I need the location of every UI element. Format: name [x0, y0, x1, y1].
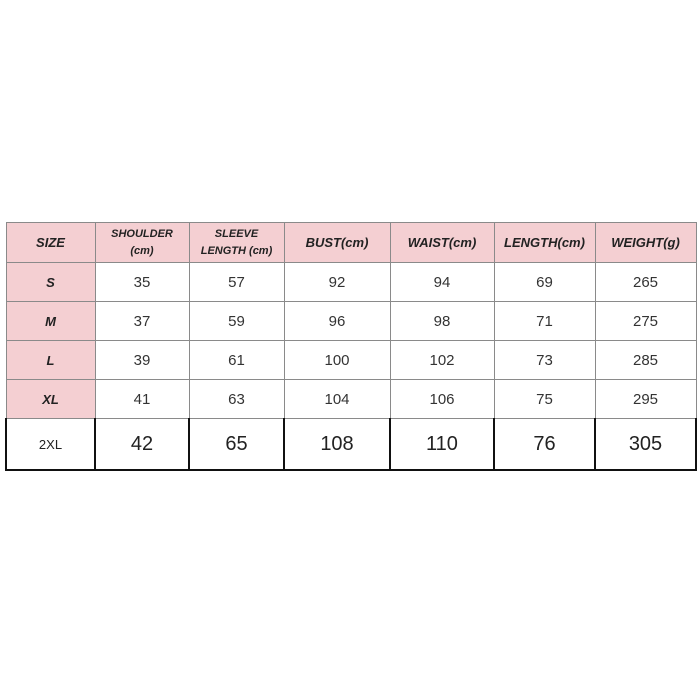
size-chart-table: [5, 222, 697, 471]
weight-cell: 295: [595, 380, 696, 419]
sleeve-cell: 59: [189, 302, 284, 341]
sleeve-cell: 63: [189, 380, 284, 419]
bust-cell: 100: [284, 341, 390, 380]
waist-cell: 106: [390, 380, 494, 419]
size-cell: 2XL: [6, 419, 95, 471]
shoulder-cell: 39: [95, 341, 189, 380]
length-cell: 69: [494, 263, 595, 302]
table-row: [6, 380, 696, 419]
length-cell: 75: [494, 380, 595, 419]
weight-cell: 275: [595, 302, 696, 341]
waist-cell: 94: [390, 263, 494, 302]
header-sleeve-length: [189, 223, 284, 263]
size-cell: S: [6, 263, 95, 302]
sleeve-cell: 65: [189, 419, 284, 471]
length-cell: 76: [494, 419, 595, 471]
table-row: [6, 341, 696, 380]
weight-cell: 265: [595, 263, 696, 302]
waist-cell: 102: [390, 341, 494, 380]
header-bust: BUST(cm): [284, 223, 390, 263]
header-shoulder: [95, 223, 189, 263]
table-row: [6, 302, 696, 341]
bust-cell: 108: [284, 419, 390, 471]
table-row: [6, 263, 696, 302]
header-sleeve-line2: LENGTH (cm): [200, 244, 273, 257]
size-cell: XL: [6, 380, 95, 419]
header-shoulder-line2: (cm): [130, 244, 154, 257]
shoulder-cell: 35: [95, 263, 189, 302]
sleeve-cell: 61: [189, 341, 284, 380]
header-waist: WAIST(cm): [390, 223, 494, 263]
shoulder-cell: 37: [95, 302, 189, 341]
header-row: [6, 223, 696, 263]
length-cell: 71: [494, 302, 595, 341]
waist-cell: 110: [390, 419, 494, 471]
table-row: [6, 419, 696, 471]
header-length: LENGTH(cm): [494, 223, 595, 263]
bust-cell: 104: [284, 380, 390, 419]
weight-cell: 285: [595, 341, 696, 380]
bust-cell: 96: [284, 302, 390, 341]
sleeve-cell: 57: [189, 263, 284, 302]
header-size: SIZE: [6, 223, 95, 263]
size-cell: M: [6, 302, 95, 341]
header-shoulder-line1: SHOULDER: [111, 227, 173, 240]
length-cell: 73: [494, 341, 595, 380]
weight-cell: 305: [595, 419, 696, 471]
bust-cell: 92: [284, 263, 390, 302]
header-weight: WEIGHT(g): [595, 223, 696, 263]
shoulder-cell: 41: [95, 380, 189, 419]
size-cell: L: [6, 341, 95, 380]
waist-cell: 98: [390, 302, 494, 341]
header-sleeve-line1: SLEEVE: [214, 227, 259, 240]
shoulder-cell: 42: [95, 419, 189, 471]
